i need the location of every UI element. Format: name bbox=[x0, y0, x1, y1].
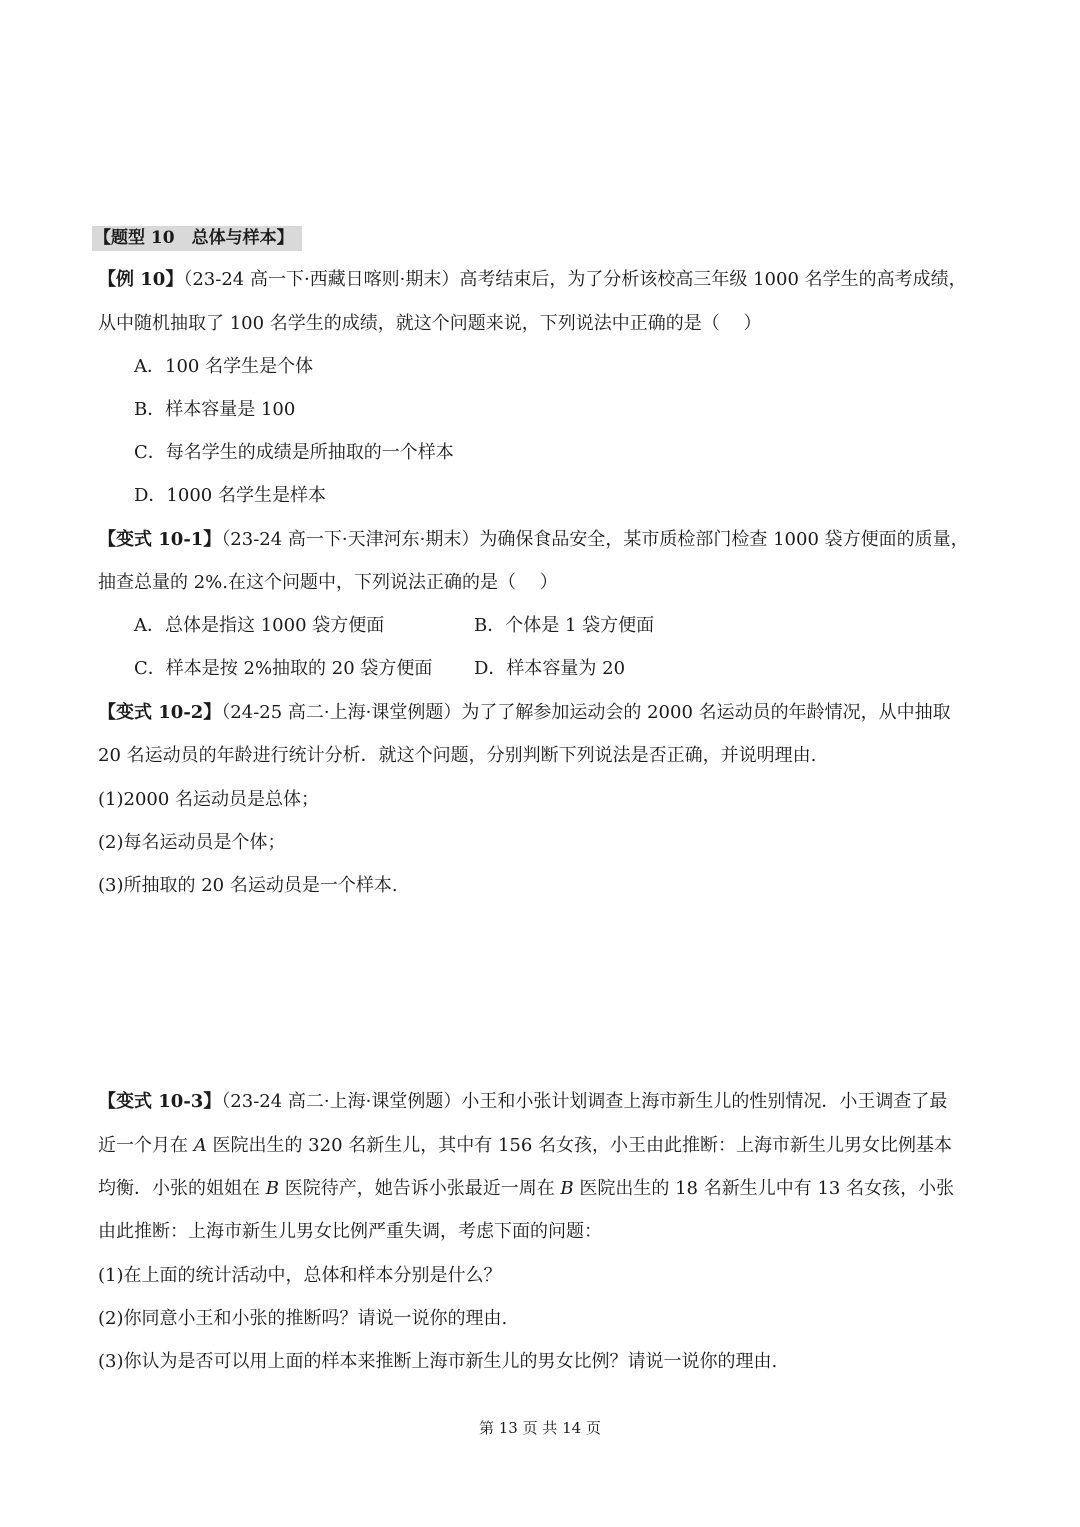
variant3-line3-c: 医院出生的 18 名新生儿中有 13 名女孩，小张 bbox=[573, 1178, 955, 1199]
variant1-tag: 【变式 10-1】 bbox=[98, 529, 222, 550]
hospital-b-var: B bbox=[265, 1178, 279, 1199]
variant2-tag: 【变式 10-2】 bbox=[98, 702, 222, 723]
variant2-text-1: （24-25 高二·上海·课堂例题）为了了解参加运动会的 2000 名运动员的年龄情况，从中抽取 bbox=[221, 702, 951, 723]
variant3-line3-b: 医院待产，她告诉小张最近一周在 bbox=[278, 1178, 561, 1199]
variant3-line-1 bbox=[98, 1090, 947, 1114]
variant3-question-2: (2)你同意小王和小张的推断吗？请说一说你的理由. bbox=[98, 1308, 508, 1329]
variant1-option-a: A．总体是指这 1000 袋方便面 bbox=[134, 615, 385, 636]
variant1-option-d: D．样本容量为 20 bbox=[474, 658, 626, 679]
example-option-c: C．每名学生的成绩是所抽取的一个样本 bbox=[134, 442, 454, 463]
variant1-option-b: B．个体是 1 袋方便面 bbox=[474, 615, 655, 636]
variant2-question-1: (1)2000 名运动员是总体； bbox=[98, 789, 320, 810]
variant3-text-1: （23-24 高二·上海·课堂例题）小王和小张计划调查上海市新生儿的性别情况．小王调查了最 bbox=[221, 1091, 948, 1112]
variant3-line2-b: 医院出生的 320 名新生儿，其中有 156 名女孩，小王由此推断：上海市新生儿男女比例基本 bbox=[206, 1135, 953, 1156]
variant3-line-3 bbox=[98, 1177, 954, 1201]
hospital-a-var: A bbox=[193, 1135, 207, 1156]
variant3-line2-a: 近一个月在 bbox=[98, 1135, 194, 1156]
example-option-d: D．1000 名学生是样本 bbox=[134, 485, 326, 506]
variant1-text-1: （23-24 高一下·天津河东·期末）为确保食品安全，某市质检部门检查 1000 袋方便面的质量， bbox=[221, 529, 969, 550]
example-tag: 【例 10】 bbox=[98, 269, 184, 290]
variant3-question-3: (3)你认为是否可以用上面的样本来推断上海市新生儿的男女比例？请说一说你的理由. bbox=[98, 1351, 778, 1372]
variant2-question-3: (3)所抽取的 20 名运动员是一个样本. bbox=[98, 875, 398, 896]
variant1-line-2: 抽查总量的 2%.在这个问题中，下列说法正确的是（ ） bbox=[98, 572, 558, 593]
example-option-a: A．100 名学生是个体 bbox=[134, 356, 314, 377]
hospital-b-var-2: B bbox=[560, 1178, 574, 1199]
variant1-option-c: C．样本是按 2%抽取的 20 袋方便面 bbox=[134, 658, 433, 679]
example-line-2: 从中随机抽取了 100 名学生的成绩，就这个问题来说，下列说法中正确的是（ ） bbox=[98, 313, 762, 334]
section-title: 【题型 10 总体与样本】 bbox=[92, 226, 302, 251]
variant2-line-1 bbox=[98, 701, 951, 725]
variant3-line3-a: 均衡．小张的姐姐在 bbox=[98, 1178, 266, 1199]
variant3-tag: 【变式 10-3】 bbox=[98, 1091, 222, 1112]
variant3-line-4: 由此推断：上海市新生儿男女比例严重失调，考虑下面的问题： bbox=[98, 1221, 602, 1242]
variant1-line-1 bbox=[98, 528, 969, 552]
variant3-question-1: (1)在上面的统计活动中，总体和样本分别是什么？ bbox=[98, 1265, 502, 1286]
page-footer: 第 13 页 共 14 页 bbox=[478, 1419, 601, 1437]
variant2-question-2: (2)每名运动员是个体； bbox=[98, 832, 286, 853]
variant3-line-2 bbox=[98, 1134, 952, 1158]
variant2-line-2: 20 名运动员的年龄进行统计分析．就这个问题，分别判断下列说法是否正确，并说明理由. bbox=[98, 745, 817, 766]
example-text-1: （23-24 高一下·西藏日喀则·期末）高考结束后，为了分析该校高三年级 1000 名学生的高考成绩， bbox=[183, 269, 967, 290]
example-option-b: B．样本容量是 100 bbox=[134, 399, 296, 420]
example-line-1 bbox=[98, 268, 967, 292]
